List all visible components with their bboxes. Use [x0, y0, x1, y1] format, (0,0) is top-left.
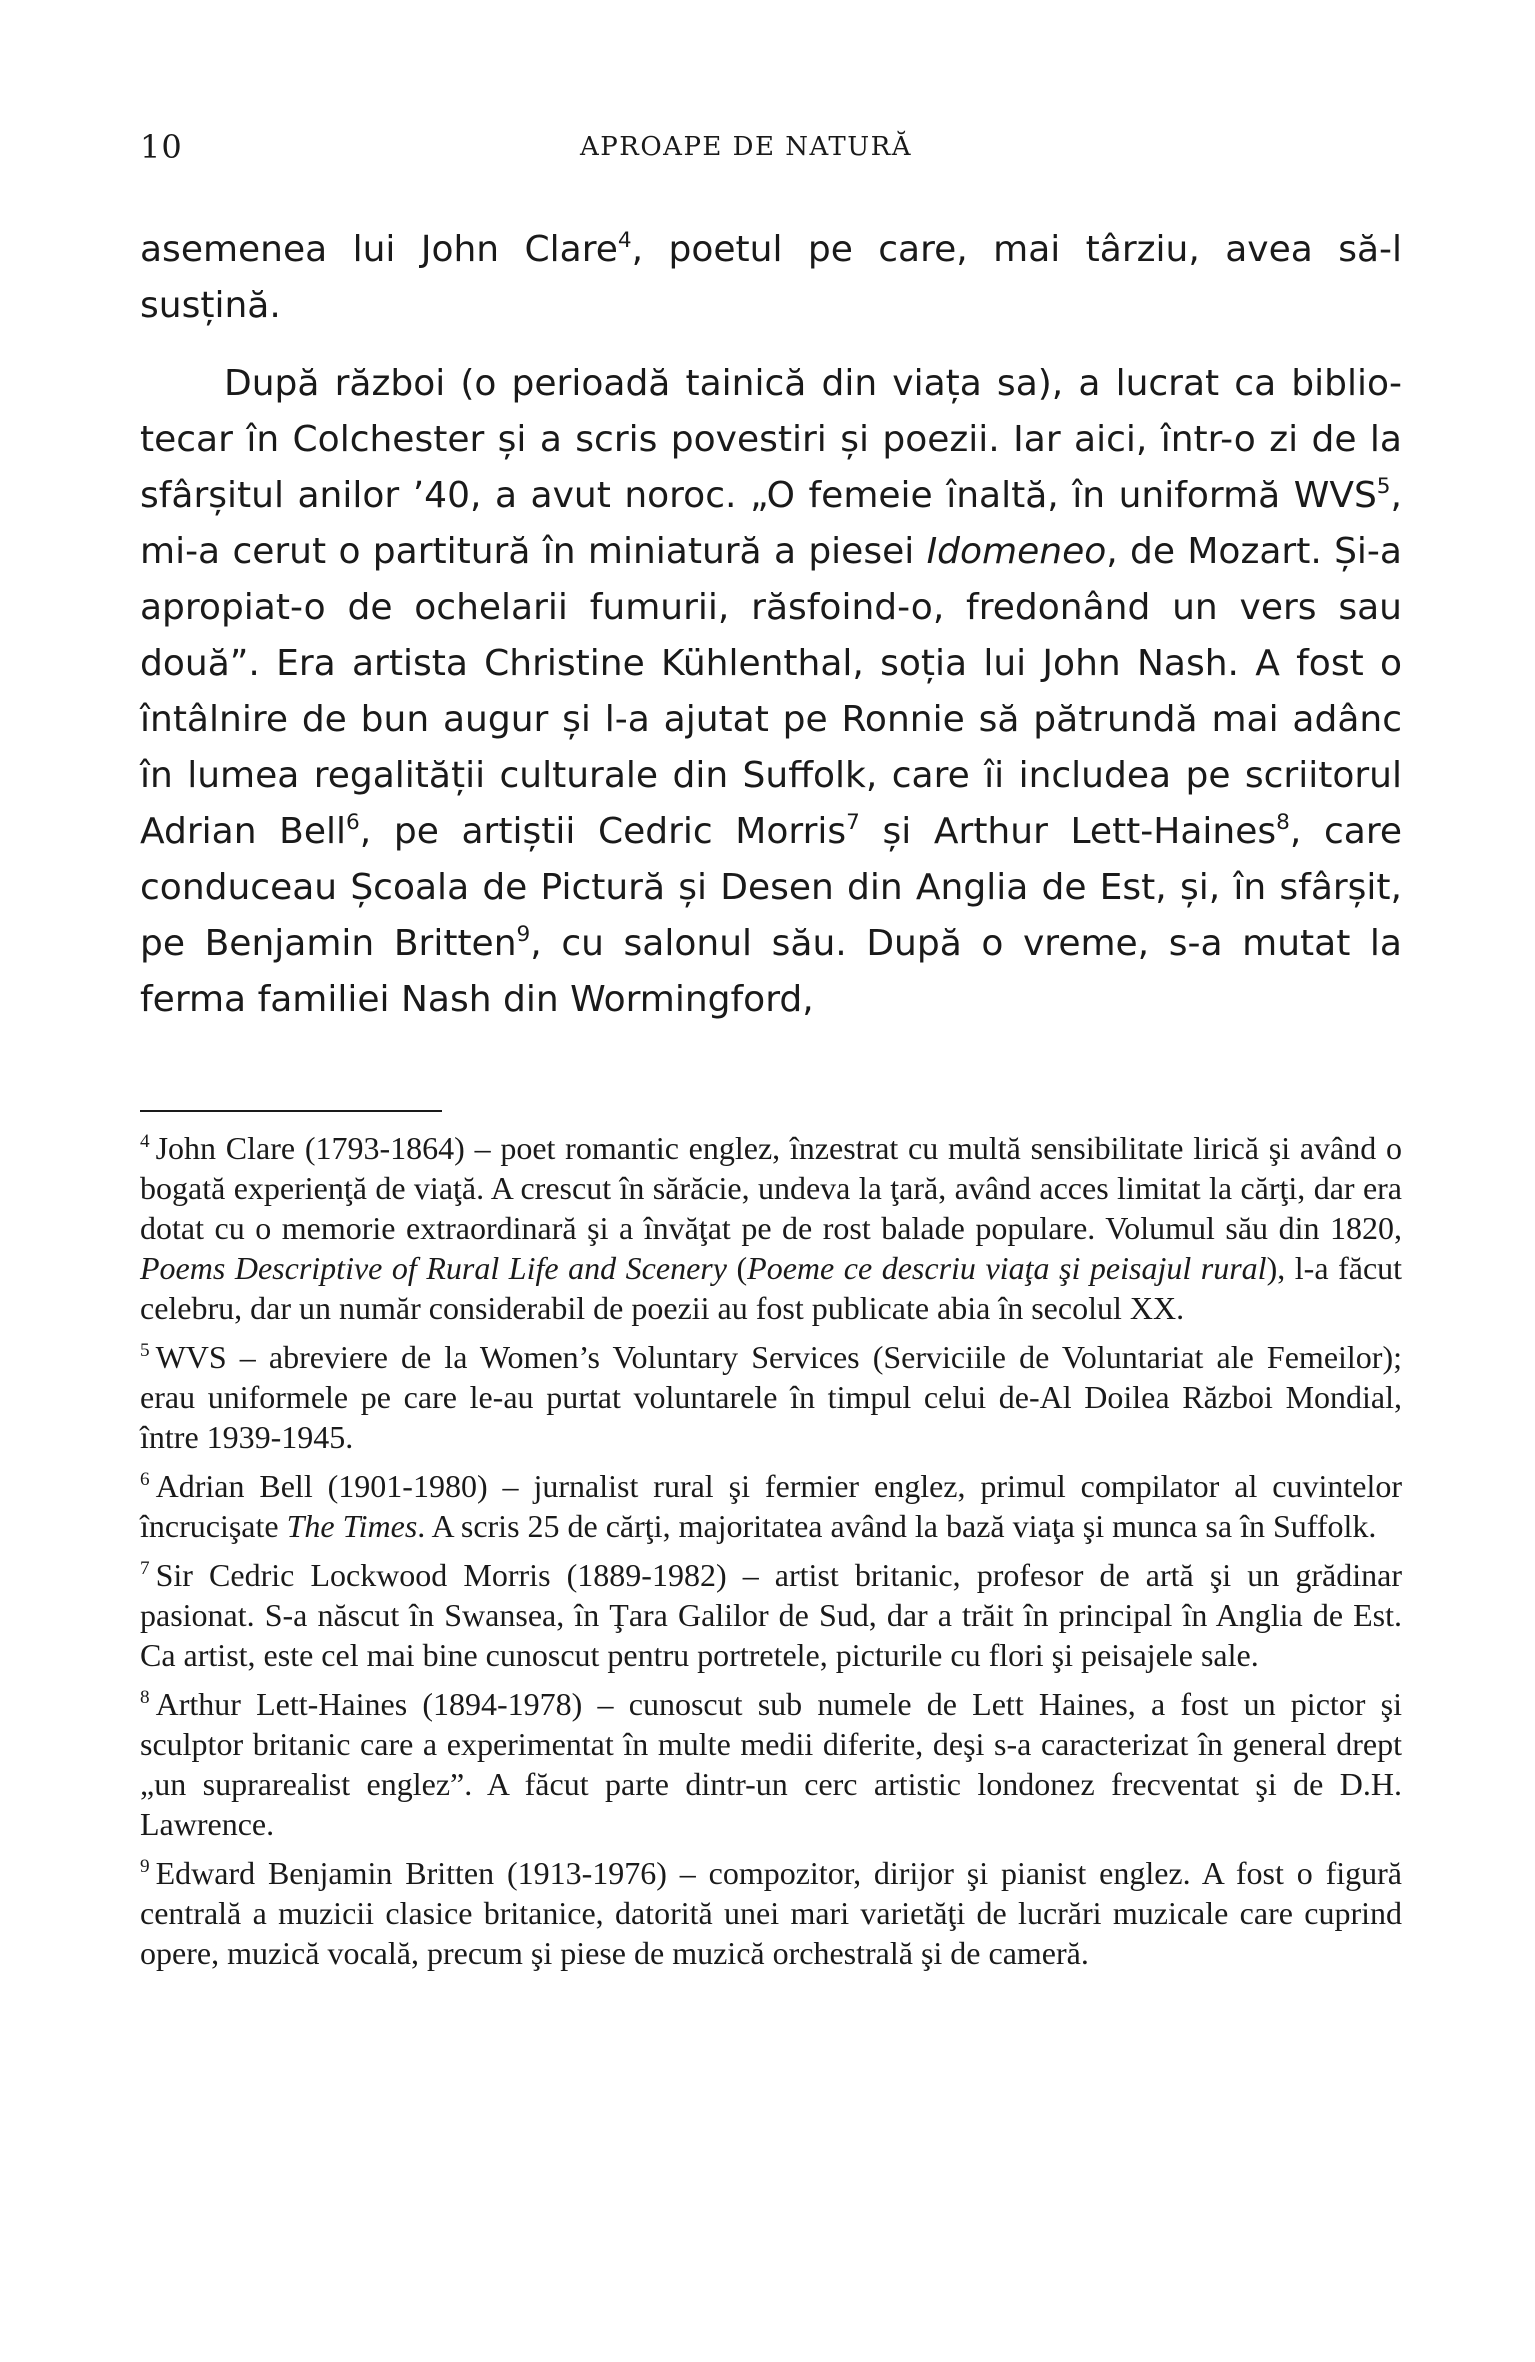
paragraph-1: asemenea lui John Clare$^4$, poetul pe care, mai târziu, avea să-l susțină.: [140, 227, 1402, 326]
running-head: [140, 128, 1402, 178]
footnote-ref-9: 9: [516, 921, 531, 947]
footnote-6: $^6$ Adrian Bell (1901-1980) – jurnalist rural şi fermier englez, primul compilator al cuvintelor încrucişate The Times. A scris 25 de cărţi, majoritatea având la bază viaţa şi munca sa în Suffolk.: [140, 1468, 1402, 1544]
footnote-9: $^9$ Edward Benjamin Britten (1913-1976) – compozitor, dirijor şi pianist englez. A fost o figură centrală a muzicii clasice britanice, datorită unei mari varietăţi de lucrări muzicale care cuprind opere, muzică vocală, precum şi piese de muzică orchestrală şi de cameră.: [140, 1855, 1402, 1971]
footnote-5: $^5$ WVS – abreviere de la Women’s Voluntary Services (Serviciile de Voluntariat ale Femeilor); erau uniformele pe care le-au purtat voluntarele în timpul celui de-Al Doilea Război Mondial, între 1939-1945.: [140, 1339, 1402, 1455]
running-title: APROAPE DE NATURĂ: [580, 132, 912, 162]
paragraph-2: După război (o perioadă tainică din viața sa), a lucrat ca bibliotecar în Colchester și a scris povestiri și poezii. Iar aici, într-o zi de la sfârșitul anilor ’40, a avut noroc. „O femeie înaltă, în uniformă WVS$^5$, mi-a cerut o partitură în miniatură a piesei Idomeneo, de Mozart. Și-a apropiat-o de ochelarii fumurii, răsfoind-o, fredonând un vers sau două”. Era artista Christine Kühlenthal, soția lui John Nash. A fost o întâlnire de bun augur și l-a ajutat pe Ronnie să pătrundă mai adânc în lumea regalității culturale din Suffolk, care îi includea pe scriitorul Adrian Bell$^6$, pe artiștii Cedric Morris$^7$ și Arthur Lett-Haines$^8$, care conduceau Școala de Pictură și Desen din Anglia de Est, și, în sfârșit, pe Benjamin Britten$^9$, cu salonul său. După o vreme, s-a mutat la ferma familiei Nash din Wormingford,: [140, 363, 1402, 1020]
footnote-ref-6: 6: [346, 809, 360, 835]
footnote-separator: [140, 1110, 442, 1112]
body-text: [140, 222, 1402, 1028]
footnotes: [140, 1128, 1402, 1982]
footnote-7: $^7$ Sir Cedric Lockwood Morris (1889-1982) – artist britanic, profesor de artă şi un grădinar pasionat. S-a născut în Swansea, în Ţara Galilor de Sud, dar a trăit în principal în Anglia de Est. Ca artist, este cel mai bine cunoscut pentru portretele, picturile cu flori şi peisajele sale.: [140, 1557, 1402, 1673]
footnote-ref-4: 4: [617, 227, 632, 253]
page-number: 10: [140, 128, 183, 166]
footnote-ref-8: 8: [1276, 809, 1290, 835]
footnote-4: $^4$ John Clare (1793-1864) – poet romantic englez, înzestrat cu multă sensibilitate lirică şi având o bogată experienţă de viaţă. A crescut în sărăcie, undeva la ţară, având acces limitat la cărţi, dar era dotat cu o memorie extraordinară şi a învăţat pe de rost balade populare. Volumul său din 1820, Poems Descriptive of Rural Life and Scenery (Poeme ce descriu viaţa şi peisajul rural), l-a făcut celebru, dar un număr considerabil de poezii au fost publicate abia în secolul XX.: [140, 1130, 1403, 1326]
footnote-8: $^8$ Arthur Lett-Haines (1894-1978) – cunoscut sub numele de Lett Haines, a fost un pictor şi sculptor britanic care a experimentat în multe medii diferite, deşi s-a caracterizat în general drept „un suprarealist englez”. A făcut parte dintr-un cerc artistic londonez frecventat şi de D.H. Lawrence.: [140, 1686, 1402, 1842]
opera-title: Idomeneo: [926, 531, 1107, 572]
footnote-ref-7: 7: [846, 809, 860, 835]
footnote-ref-5: 5: [1376, 473, 1391, 499]
